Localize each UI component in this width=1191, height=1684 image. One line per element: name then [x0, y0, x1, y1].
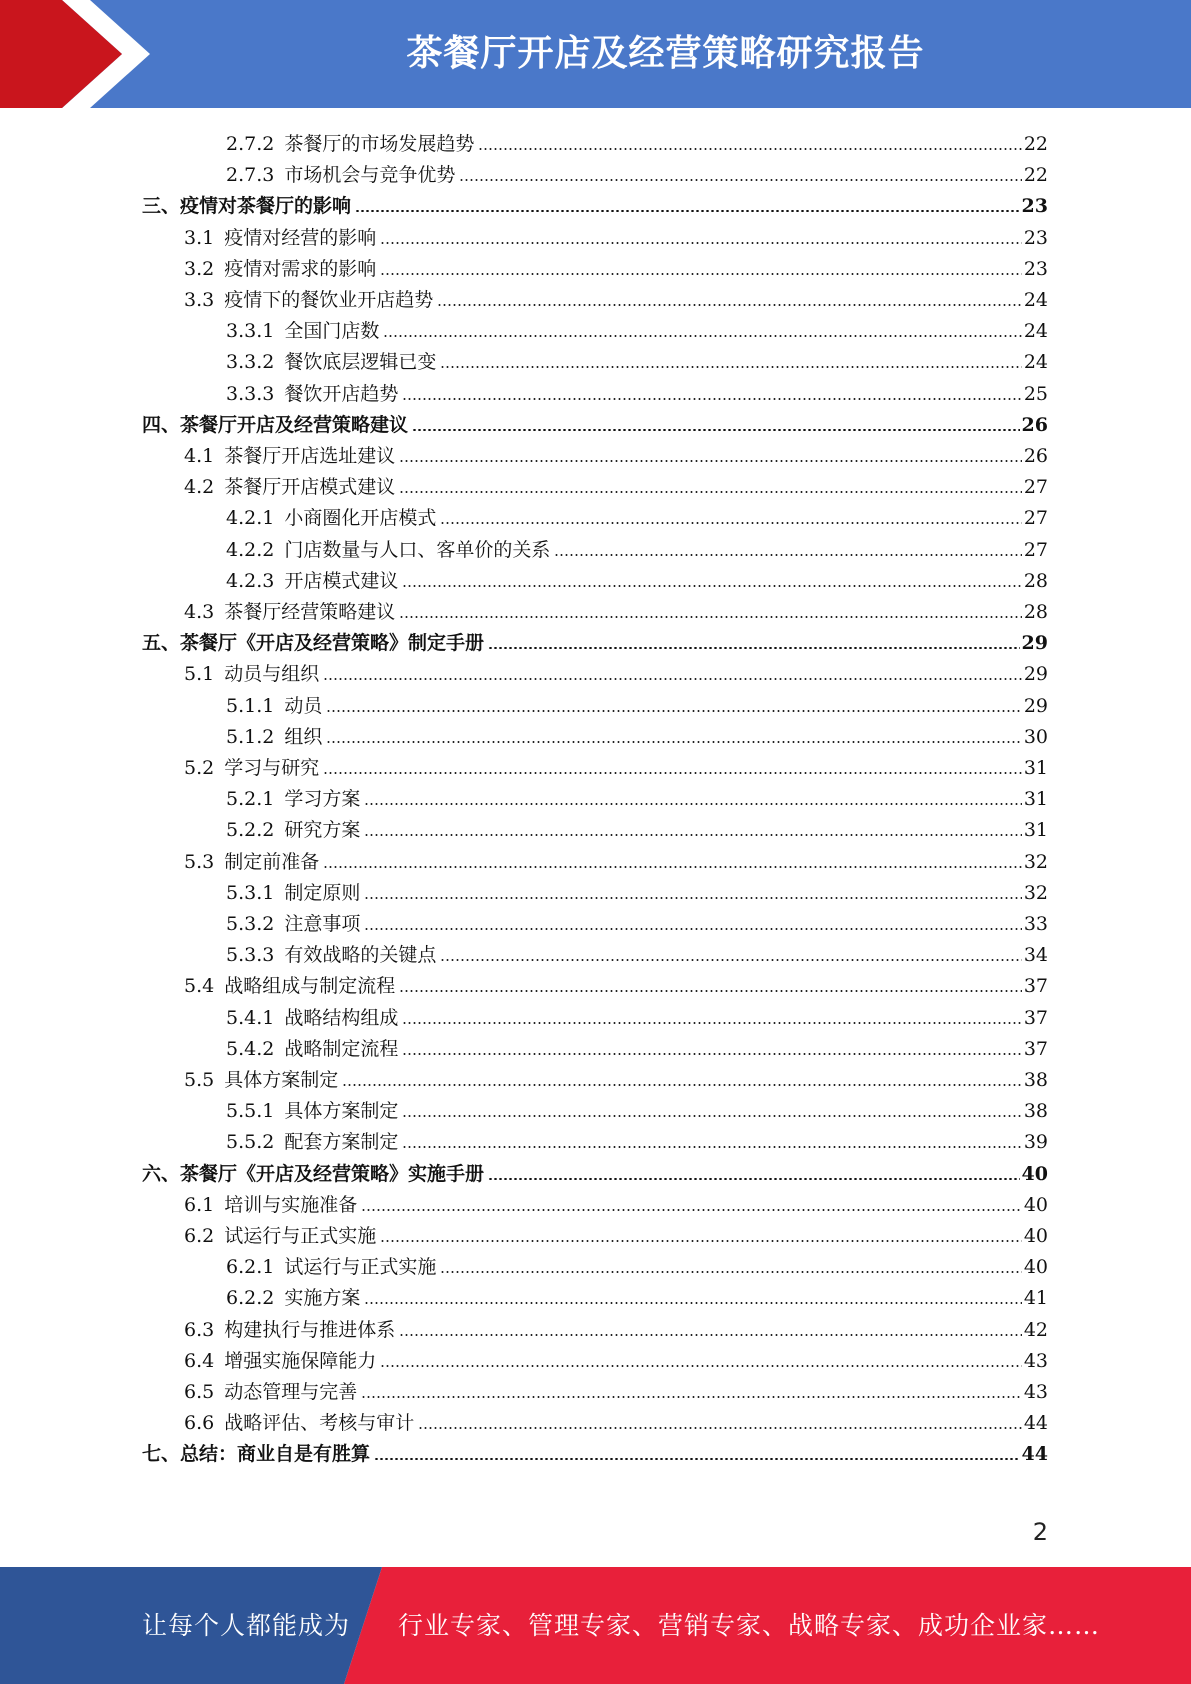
toc-dot-leader [437, 304, 1022, 306]
toc-entry[interactable] [226, 719, 1048, 749]
toc-dot-leader [399, 990, 1022, 992]
toc-dot-leader [326, 741, 1021, 743]
toc-entry-number: 4.1 [184, 445, 215, 467]
toc-entry-page: 37 [1023, 975, 1048, 998]
toc-entry-number: 5.3 [184, 850, 215, 873]
toc-entry-number: 6.2.2 [226, 1287, 275, 1310]
toc-entry-title: 餐饮开店趋势 [284, 382, 399, 405]
toc-entry-page: 27 [1023, 538, 1048, 561]
toc-dot-leader [380, 1365, 1022, 1367]
toc-entry[interactable] [226, 875, 1048, 905]
toc-entry[interactable] [184, 1312, 1048, 1342]
toc-entry-title: 开店模式建议 [284, 569, 399, 592]
toc-entry-number: 3.3 [184, 289, 215, 311]
toc-dot-leader [399, 460, 1022, 462]
toc-dot-leader [402, 585, 1021, 587]
toc-dot-leader [440, 522, 1021, 524]
toc-entry[interactable] [142, 407, 1048, 437]
toc-entry-title: 学习与研究 [224, 757, 320, 779]
toc-entry[interactable] [226, 126, 1048, 156]
toc-entry-number: 5.4.1 [226, 1006, 275, 1029]
toc-entry-title: 茶餐厅开店模式建议 [224, 476, 396, 499]
toc-dot-leader [399, 491, 1022, 493]
toc-entry[interactable] [226, 344, 1048, 374]
toc-dot-leader [364, 1302, 1021, 1304]
toc-entry-page: 34 [1023, 944, 1048, 967]
toc-entry-number: 5.3.1 [226, 881, 275, 904]
toc-entry-page: 38 [1023, 1100, 1048, 1123]
toc-entry[interactable] [226, 532, 1048, 562]
toc-entry-title: 配套方案制定 [284, 1131, 399, 1154]
toc-entry-number: 3.2 [184, 257, 215, 280]
toc-entry-number: 4.2.3 [226, 569, 275, 592]
toc-dot-leader [364, 834, 1021, 836]
toc-entry-page: 40 [1023, 1193, 1048, 1216]
toc-entry-title: 研究方案 [284, 819, 361, 842]
toc-entry-number: 4.2 [184, 476, 215, 499]
toc-entry-number: 5.2 [184, 757, 215, 779]
toc-entry-number: 三、 [142, 195, 181, 218]
toc-entry-page: 32 [1023, 850, 1048, 873]
toc-entry-page: 23 [1021, 195, 1048, 218]
toc-entry-title: 制定前准备 [224, 850, 320, 873]
toc-entry-number: 3.3.3 [226, 382, 275, 405]
toc-entry-page: 32 [1023, 881, 1048, 904]
toc-entry[interactable] [184, 438, 1048, 468]
toc-entry-page: 37 [1023, 1037, 1048, 1060]
toc-entry-number: 5.5.2 [226, 1131, 275, 1154]
toc-entry-number: 5.1.1 [226, 694, 275, 717]
toc-dot-leader [399, 616, 1022, 618]
toc-dot-leader [380, 273, 1022, 275]
toc-entry-page: 31 [1023, 788, 1048, 811]
toc-entry-page: 30 [1023, 725, 1048, 748]
toc-entry-title: 培训与实施准备 [224, 1193, 358, 1216]
toc-entry-title: 战略评估、考核与审计 [224, 1412, 415, 1435]
toc-dot-leader [364, 928, 1021, 930]
toc-dot-leader [402, 1053, 1021, 1055]
toc-entry-number: 5.2.2 [226, 819, 275, 842]
toc-entry-number: 3.3.2 [226, 351, 275, 374]
toc-dot-leader [402, 1022, 1021, 1024]
toc-entry-page: 27 [1023, 507, 1048, 530]
toc-entry-page: 28 [1023, 569, 1048, 592]
toc-entry-number: 七、 [142, 1443, 181, 1466]
toc-entry[interactable] [226, 500, 1048, 530]
toc-dot-leader [374, 1458, 1020, 1460]
toc-entry-title: 茶餐厅经营策略建议 [224, 601, 396, 623]
toc-entry-page: 41 [1023, 1287, 1048, 1310]
toc-entry[interactable] [184, 251, 1048, 281]
toc-entry-page: 26 [1023, 445, 1048, 467]
toc-entry-page: 22 [1023, 133, 1048, 155]
toc-entry-number: 3.3.1 [226, 320, 275, 343]
toc-entry-page: 43 [1023, 1381, 1048, 1403]
toc-dot-leader [323, 678, 1022, 680]
toc-entry-number: 六、 [142, 1162, 181, 1185]
toc-entry[interactable] [184, 1374, 1048, 1404]
toc-entry-title: 疫情对需求的影响 [224, 257, 377, 280]
toc-entry-page: 33 [1023, 913, 1048, 935]
toc-entry-number: 6.1 [184, 1193, 215, 1216]
toc-dot-leader [418, 1427, 1022, 1429]
toc-entry-number: 5.4 [184, 975, 215, 998]
page-footer [0, 1567, 1191, 1684]
toc-entry-number: 5.5 [184, 1069, 215, 1091]
toc-entry-page: 29 [1021, 632, 1048, 655]
toc-entry-title: 餐饮底层逻辑已变 [284, 351, 437, 374]
toc-entry-number: 6.2.1 [226, 1256, 275, 1279]
toc-entry[interactable] [226, 157, 1048, 187]
toc-entry-page: 43 [1023, 1349, 1048, 1372]
footer-slogan-right: 行业专家、管理专家、营销专家、战略专家、成功企业家…… [398, 1611, 1101, 1640]
toc-entry-number: 4.3 [184, 601, 215, 623]
document-title: 茶餐厅开店及经营策略研究报告 [406, 33, 925, 74]
toc-entry-number: 5.5.1 [226, 1100, 275, 1123]
footer-slogan-left: 让每个人都能成为 [142, 1611, 351, 1640]
toc-dot-leader [488, 647, 1020, 649]
toc-entry-title: 茶餐厅开店及经营策略建议 [180, 413, 409, 436]
toc-entry-number: 6.6 [184, 1412, 215, 1435]
toc-entry[interactable] [184, 594, 1048, 624]
toc-entry-title: 茶餐厅开店选址建议 [224, 445, 396, 467]
toc-entry-title: 市场机会与竞争优势 [284, 164, 456, 187]
toc-entry[interactable] [226, 937, 1048, 967]
toc-entry-title: 动员与组织 [224, 663, 320, 686]
toc-entry-page: 28 [1023, 601, 1048, 623]
toc-entry[interactable] [184, 1187, 1048, 1217]
toc-entry-page: 26 [1021, 413, 1048, 436]
toc-entry-number: 5.3.3 [226, 944, 275, 967]
toc-entry[interactable] [142, 1156, 1048, 1186]
toc-dot-leader [323, 866, 1022, 868]
toc-entry-page: 37 [1023, 1006, 1048, 1029]
toc-entry[interactable] [226, 1093, 1048, 1123]
toc-entry-page: 44 [1021, 1443, 1048, 1466]
toc-entry[interactable] [142, 625, 1048, 655]
toc-entry[interactable] [226, 688, 1048, 718]
toc-entry-title: 学习方案 [284, 788, 361, 811]
toc-entry-page: 44 [1023, 1412, 1048, 1435]
toc-dot-leader [412, 429, 1020, 431]
toc-entry-title: 茶餐厅《开店及经营策略》实施手册 [180, 1162, 485, 1185]
toc-entry-number: 3.1 [184, 226, 215, 249]
toc-entry-page: 22 [1023, 164, 1048, 187]
page-header [0, 0, 1191, 111]
toc-entry-number: 4.2.2 [226, 538, 275, 561]
toc-dot-leader [380, 242, 1022, 244]
toc-entry-page: 29 [1023, 694, 1048, 717]
toc-entry-number: 6.3 [184, 1318, 215, 1341]
toc-entry-title: 试运行与正式实施 [224, 1225, 377, 1247]
toc-entry-page: 40 [1021, 1162, 1048, 1185]
toc-entry-title: 实施方案 [284, 1287, 361, 1310]
toc-entry[interactable] [226, 1280, 1048, 1310]
toc-dot-leader [361, 1209, 1022, 1211]
toc-entry[interactable] [184, 968, 1048, 998]
toc-entry-title: 注意事项 [284, 913, 361, 935]
toc-entry-title: 战略结构组成 [284, 1006, 399, 1029]
toc-entry-number: 6.2 [184, 1225, 215, 1247]
toc-entry-number: 5.2.1 [226, 788, 275, 811]
toc-entry-number: 5.3.2 [226, 913, 275, 935]
toc-entry-page: 42 [1023, 1318, 1048, 1341]
toc-entry-title: 制定原则 [284, 881, 361, 904]
toc-entry[interactable] [226, 1000, 1048, 1030]
toc-entry-number: 6.5 [184, 1381, 215, 1403]
toc-entry-title: 疫情下的餐饮业开店趋势 [224, 289, 434, 311]
toc-entry-page: 25 [1023, 382, 1048, 405]
toc-entry[interactable] [184, 282, 1048, 312]
toc-entry-number: 2.7.2 [226, 133, 275, 155]
toc-entry-title: 构建执行与推进体系 [224, 1318, 396, 1341]
page-number: 2 [1032, 1518, 1048, 1546]
toc-entry-title: 茶餐厅《开店及经营策略》制定手册 [180, 632, 485, 655]
toc-dot-leader [402, 398, 1021, 400]
toc-entry-title: 具体方案制定 [224, 1069, 339, 1091]
toc-entry-title: 增强实施保障能力 [224, 1349, 377, 1372]
toc-entry[interactable] [184, 469, 1048, 499]
toc-entry-title: 组织 [284, 725, 323, 748]
toc-dot-leader [380, 1240, 1022, 1242]
toc-entry-number: 4.2.1 [226, 507, 275, 530]
toc-entry-title: 战略组成与制定流程 [224, 975, 396, 998]
toc-entry[interactable] [184, 656, 1048, 686]
toc-entry[interactable] [184, 750, 1048, 780]
toc-entry[interactable] [184, 220, 1048, 250]
toc-dot-leader [440, 366, 1021, 368]
toc-dot-leader [323, 772, 1022, 774]
toc-dot-leader [554, 554, 1021, 556]
toc-dot-leader [459, 179, 1021, 181]
toc-entry[interactable] [226, 313, 1048, 343]
toc-entry-title: 有效战略的关键点 [284, 944, 437, 967]
toc-dot-leader [364, 897, 1021, 899]
toc-entry[interactable] [184, 1218, 1048, 1248]
toc-entry-title: 门店数量与人口、客单价的关系 [284, 538, 551, 561]
toc-entry-number: 四、 [142, 413, 181, 436]
toc-entry-title: 疫情对茶餐厅的影响 [180, 195, 352, 218]
toc-entry-number: 5.1.2 [226, 725, 275, 748]
toc-dot-leader [361, 1396, 1022, 1398]
toc-entry-title: 全国门店数 [284, 320, 380, 343]
toc-entry-page: 23 [1023, 257, 1048, 280]
toc-entry-title: 茶餐厅的市场发展趋势 [284, 133, 475, 155]
toc-dot-leader [402, 1146, 1021, 1148]
toc-entry-page: 40 [1023, 1256, 1048, 1279]
toc-entry-number: 五、 [142, 632, 181, 655]
toc-entry-number: 5.1 [184, 663, 215, 686]
toc-entry[interactable] [226, 906, 1048, 936]
toc-entry-page: 31 [1023, 819, 1048, 842]
toc-entry[interactable] [226, 1249, 1048, 1279]
toc-entry-page: 31 [1023, 757, 1048, 779]
toc-entry-page: 23 [1023, 226, 1048, 249]
toc-entry-title: 试运行与正式实施 [284, 1256, 437, 1279]
toc-entry-number: 6.4 [184, 1349, 215, 1372]
toc-dot-leader [326, 710, 1021, 712]
toc-entry-title: 动员 [284, 694, 323, 717]
toc-entry-title: 小商圈化开店模式 [284, 507, 437, 530]
toc-entry-title: 动态管理与完善 [224, 1381, 358, 1403]
toc-dot-leader [342, 1084, 1022, 1086]
toc-entry[interactable] [184, 1343, 1048, 1373]
toc-dot-leader [399, 1334, 1022, 1336]
toc-entry-page: 38 [1023, 1069, 1048, 1091]
toc-entry[interactable] [226, 563, 1048, 593]
toc-entry[interactable] [184, 844, 1048, 874]
toc-entry-title: 战略制定流程 [284, 1037, 399, 1060]
toc-entry[interactable] [226, 376, 1048, 406]
toc-entry-title: 总结：商业自是有胜算 [180, 1443, 371, 1466]
toc-entry-page: 40 [1023, 1225, 1048, 1247]
toc-entry-page: 24 [1023, 289, 1048, 311]
toc-entry-page: 39 [1023, 1131, 1048, 1154]
toc-entry[interactable] [184, 1062, 1048, 1092]
toc-entry-number: 2.7.3 [226, 164, 275, 187]
toc-entry[interactable] [184, 1405, 1048, 1435]
toc-entry-page: 27 [1023, 476, 1048, 499]
toc-entry[interactable] [142, 1436, 1048, 1466]
toc-entry[interactable] [226, 812, 1048, 842]
toc-entry[interactable] [226, 1031, 1048, 1061]
toc-dot-leader [440, 1271, 1021, 1273]
toc-dot-leader [478, 148, 1021, 150]
toc-entry-number: 5.4.2 [226, 1037, 275, 1060]
toc-dot-leader [488, 1178, 1020, 1180]
toc-dot-leader [440, 959, 1021, 961]
toc-entry-page: 24 [1023, 351, 1048, 374]
toc-entry-title: 疫情对经营的影响 [224, 226, 377, 249]
toc-dot-leader [383, 335, 1021, 337]
toc-entry-page: 24 [1023, 320, 1048, 343]
toc-dot-leader [355, 210, 1020, 212]
toc-entry[interactable] [226, 781, 1048, 811]
toc-dot-leader [364, 803, 1021, 805]
toc-entry-page: 29 [1023, 663, 1048, 686]
toc-entry-title: 具体方案制定 [284, 1100, 399, 1123]
toc-dot-leader [402, 1115, 1021, 1117]
toc-entry[interactable] [226, 1124, 1048, 1154]
toc-entry[interactable] [142, 188, 1048, 218]
